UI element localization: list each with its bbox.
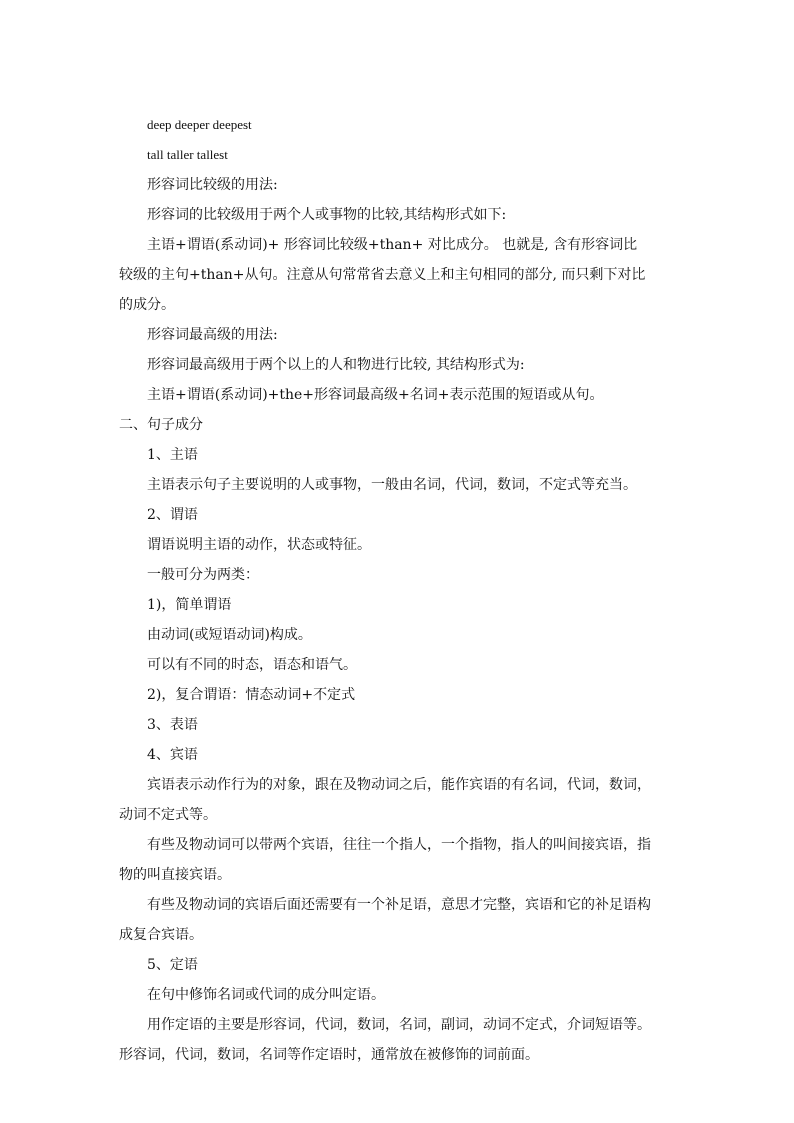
predicate-types-intro: 一般可分为两类： xyxy=(147,567,259,583)
subheading-predicative: 3、表语 xyxy=(147,717,198,733)
subheading-predicate: 2、谓语 xyxy=(147,507,198,523)
attribute-usage-description: 用作定语的主要是形容词，代词，数词，名词，副词，动词不定式，介词短语等。形容词，代词，数词，名词等作定语时，通常放在被修饰的词前面。 xyxy=(119,1017,651,1063)
attribute-description: 在句中修饰名词或代词的成分叫定语。 xyxy=(147,987,385,1003)
complex-object-description: 有些及物动词的宾语后面还需要有一个补足语，意思才完整，宾语和它的补足语构成复合宾语。 xyxy=(119,897,651,943)
subheading-object: 4、宾语 xyxy=(147,747,198,763)
object-description: 宾语表示动作行为的对象，跟在及物动词之后，能作宾语的有名词，代词，数词，动词不定式等。 xyxy=(119,777,651,823)
subheading-attribute: 5、定语 xyxy=(147,957,198,973)
predicate-description: 谓语说明主语的动作，状态或特征。 xyxy=(147,537,371,553)
heading-superlative-usage: 形容词最高级的用法: xyxy=(147,327,278,343)
document-body xyxy=(119,110,679,1070)
subheading-subject: 1、主语 xyxy=(147,447,198,463)
simple-predicate-heading: 1)，简单谓语 xyxy=(147,597,232,613)
comparative-description: 形容词的比较级用于两个人或事物的比较,其结构形式如下: xyxy=(147,207,507,223)
simple-predicate-detail-1: 由动词(或短语动词)构成。 xyxy=(147,627,312,643)
example-tall: tall taller tallest xyxy=(147,147,228,162)
heading-comparative-usage: 形容词比较级的用法: xyxy=(147,177,278,193)
double-object-description: 有些及物动词可以带两个宾语，往往一个指人，一个指物，指人的叫间接宾语，指物的叫直接宾语。 xyxy=(119,837,651,883)
subject-description: 主语表示句子主要说明的人或事物，一般由名词，代词，数词，不定式等充当。 xyxy=(147,477,637,493)
compound-predicate-heading: 2)，复合谓语：情态动词+不定式 xyxy=(147,687,356,703)
superlative-description: 形容词最高级用于两个以上的人和物进行比较, 其结构形式为: xyxy=(147,357,525,373)
superlative-structure: 主语+谓语(系动词)+the+形容词最高级+名词+表示范围的短语或从句。 xyxy=(147,387,604,403)
section-heading-sentence-components: 二、句子成分 xyxy=(119,417,203,433)
simple-predicate-detail-2: 可以有不同的时态，语态和语气。 xyxy=(147,657,357,673)
comparative-structure: 主语+谓语(系动词)+ 形容词比较级+than+ 对比成分。 也就是, 含有形容词比较级的主句+than+从句。注意从句常常省去意义上和主句相同的部分, 而只剩下对比的成分。 xyxy=(119,237,646,313)
example-deep: deep deeper deepest xyxy=(147,117,252,132)
